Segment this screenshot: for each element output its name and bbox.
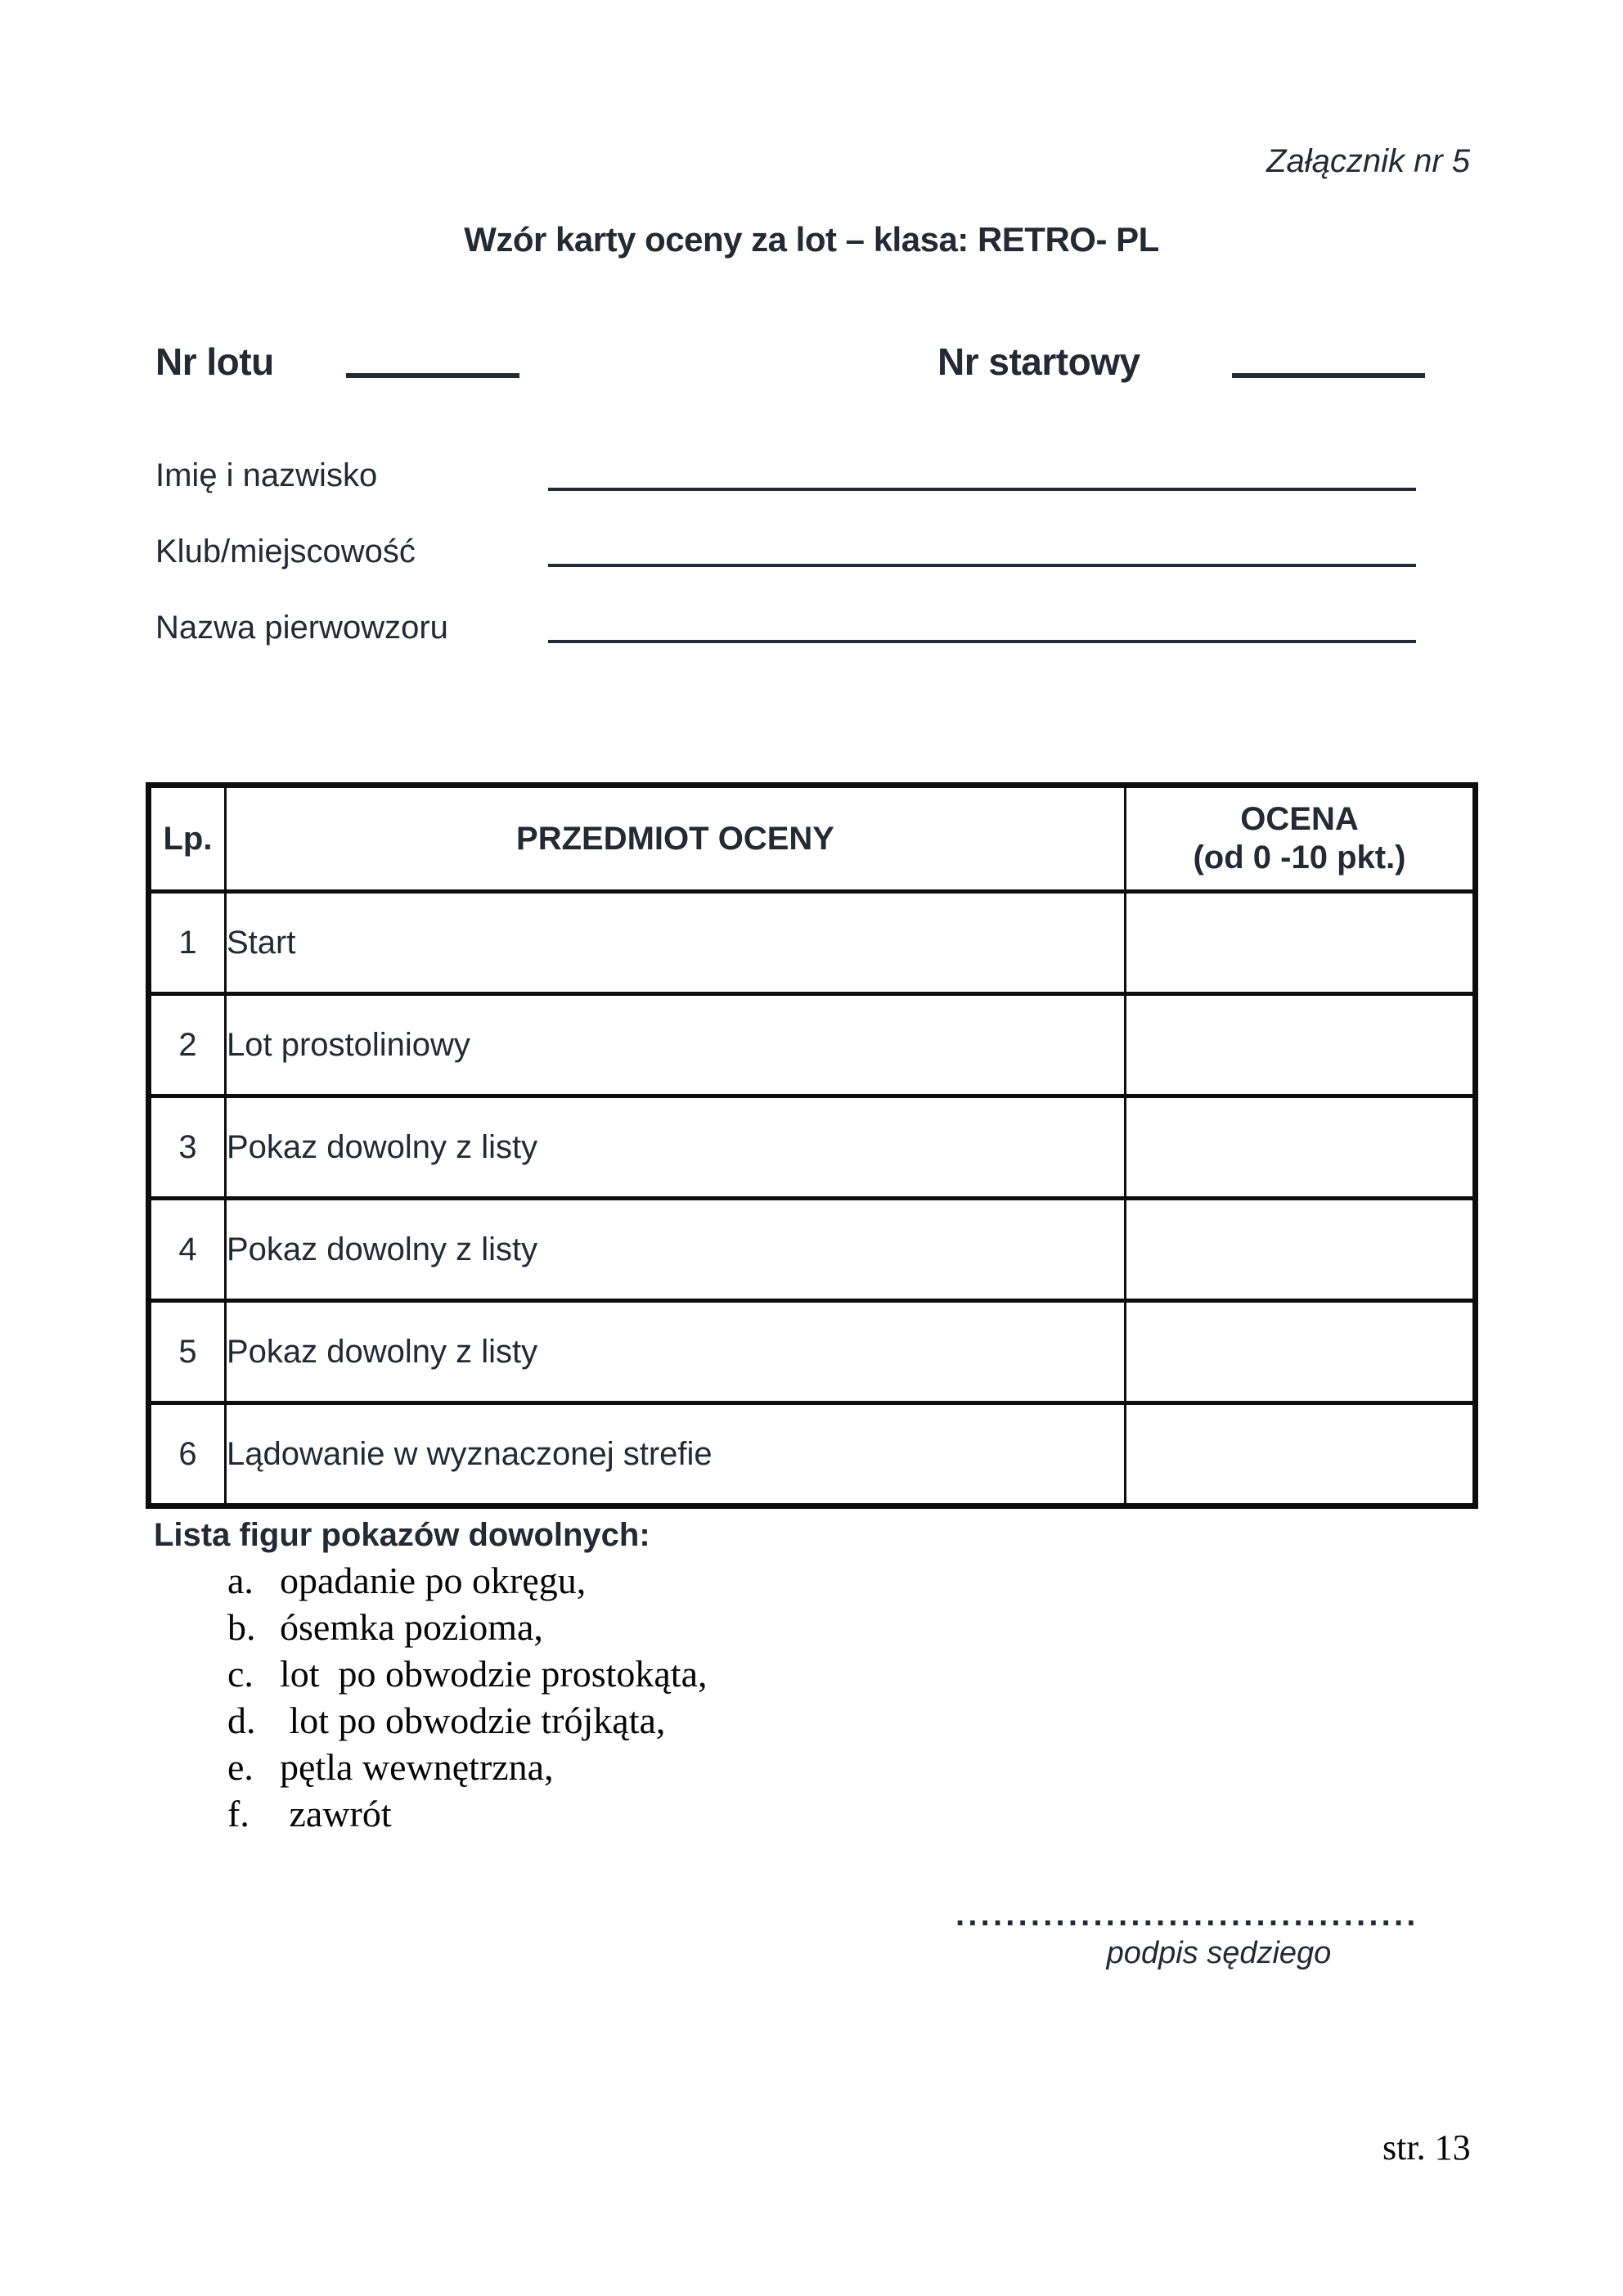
row-subject: Pokaz dowolny z listy <box>226 1096 1126 1199</box>
row-number: 4 <box>149 1199 226 1301</box>
start-number-blank[interactable] <box>1232 373 1425 378</box>
row-score-blank[interactable] <box>1126 994 1476 1096</box>
row-score-blank[interactable] <box>1126 1403 1476 1506</box>
name-blank-line[interactable] <box>548 488 1416 491</box>
flight-number-label: Nr lotu <box>155 340 274 383</box>
row-score-blank[interactable] <box>1126 1096 1476 1199</box>
list-item-marker: e. <box>227 1746 254 1788</box>
list-item <box>227 1604 708 1650</box>
list-item-text: ósemka pozioma, <box>280 1606 543 1648</box>
signature-block <box>955 1897 1482 1972</box>
figures-list-heading: Lista figur pokazów dowolnych: <box>154 1517 650 1553</box>
table-header-row <box>149 786 1476 892</box>
row-number: 5 <box>149 1301 226 1403</box>
list-item-marker: b. <box>227 1606 256 1648</box>
list-item-marker: f. <box>227 1793 250 1835</box>
list-item <box>227 1744 708 1790</box>
table-row <box>149 892 1476 994</box>
list-item-text: opadanie po okręgu, <box>280 1560 587 1601</box>
col-header-score-line2: (od 0 -10 pkt.) <box>1193 840 1406 876</box>
flight-number-blank[interactable] <box>346 373 519 378</box>
row-number: 6 <box>149 1403 226 1506</box>
list-item <box>227 1650 708 1697</box>
list-item-text: lot po obwodzie trójkąta, <box>280 1699 666 1741</box>
row-number: 3 <box>149 1096 226 1199</box>
list-item <box>227 1557 708 1604</box>
list-item-marker: c. <box>227 1653 254 1695</box>
score-table <box>146 782 1478 1509</box>
table-row <box>149 1096 1476 1199</box>
name-label: Imię i nazwisko <box>155 457 378 493</box>
col-header-lp: Lp. <box>149 786 226 892</box>
col-header-score-line1: OCENA <box>1240 801 1359 837</box>
row-score-blank[interactable] <box>1126 892 1476 994</box>
list-item-marker: d. <box>227 1699 256 1741</box>
list-item <box>227 1697 708 1744</box>
row-number: 2 <box>149 994 226 1096</box>
row-subject: Lot prostoliniowy <box>226 994 1126 1096</box>
signature-caption: podpis sędziego <box>1106 1936 1332 1970</box>
row-subject: Lądowanie w wyznaczonej strefie <box>226 1403 1126 1506</box>
club-label: Klub/miejscowość <box>155 533 416 569</box>
table-row <box>149 1403 1476 1506</box>
row-score-blank[interactable] <box>1126 1301 1476 1403</box>
list-item-marker: a. <box>227 1560 254 1601</box>
row-subject: Pokaz dowolny z listy <box>226 1301 1126 1403</box>
list-item <box>227 1790 708 1837</box>
row-score-blank[interactable] <box>1126 1199 1476 1301</box>
row-subject: Pokaz dowolny z listy <box>226 1199 1126 1301</box>
start-number-label: Nr startowy <box>937 340 1140 383</box>
col-header-score <box>1126 786 1476 892</box>
table-row <box>149 1199 1476 1301</box>
list-item-text: pętla wewnętrzna, <box>280 1746 554 1788</box>
list-item-text: lot po obwodzie prostokąta, <box>280 1653 708 1695</box>
figures-list <box>227 1557 708 1837</box>
club-blank-line[interactable] <box>548 564 1416 567</box>
table-row <box>149 1301 1476 1403</box>
prototype-blank-line[interactable] <box>548 640 1416 643</box>
page-number: str. 13 <box>1382 2127 1471 2168</box>
list-item-text: zawrót <box>280 1793 392 1835</box>
prototype-label: Nazwa pierwowzoru <box>155 610 448 646</box>
col-header-subject: PRZEDMIOT OCENY <box>226 786 1126 892</box>
row-subject: Start <box>226 892 1126 994</box>
table-row <box>149 994 1476 1096</box>
signature-dotted-line[interactable]: ..................................... <box>955 1897 1419 1933</box>
attachment-note: Załącznik nr 5 <box>1266 143 1470 179</box>
row-number: 1 <box>149 892 226 994</box>
page-title: Wzór karty oceny za lot – klasa: RETRO- PL <box>464 220 1159 259</box>
